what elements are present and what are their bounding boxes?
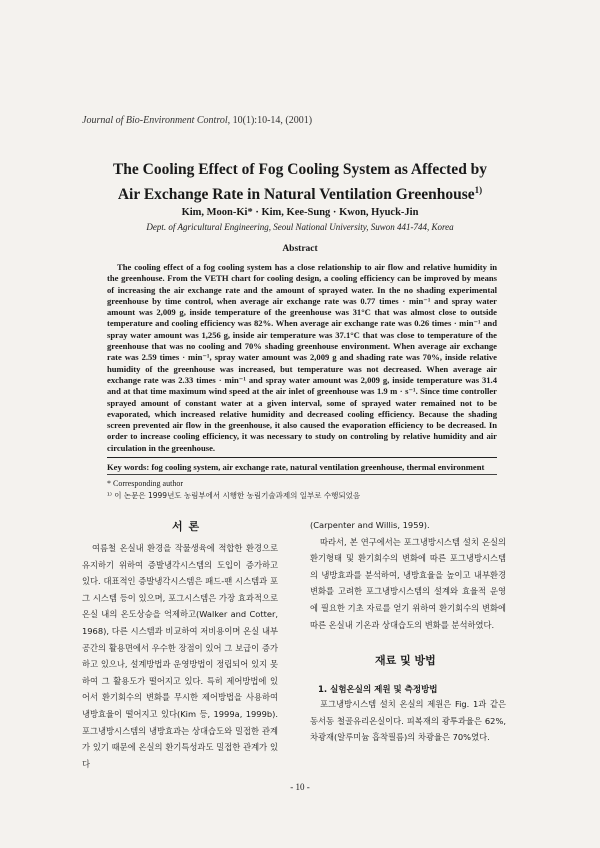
journal-citation	[82, 115, 312, 126]
left-column	[82, 540, 278, 772]
title-line-2: Air Exchange Rate in Natural Ventilation Greenhouse	[117, 186, 475, 204]
abstract-body: The cooling effect of a fog cooling system has a close relationship to air flow and relative humidity in the greenhouse. From the VETH chart for cooling design, a cooling efficiency can be improved by means of increasing the air exchange rate and the amount of sprayed water. In the no shading experimental greenhouse by time control, when average air exchange rate was 0.77 times · min⁻¹ and spray water amount was 2,009 g, inside temperature of the greenhouse was 31°C that was almost close to outside temperature and cooling efficiency was 82%. When average air exchange rate was 0.26 times · min⁻¹ and spray water amount was 1,256 g, inside air temperature was 37.1°C that was close to temperature of the greenhouse that was no cooling and 70% shading greenhouse environment. When average air exchange rate was 2.59 times · min⁻¹, spray water amount was 2,009 g and shading rate was 70%, inside relative humidity of the greenhouse was increased, but temperature was not decreased. When average air exchange rate was 2.33 times · min⁻¹ and spray water amount was 2,009 g, inside temperature was 31.4 and at that time maximum wind speed at the air inlet of greenhouse was 1.9 m · s⁻¹. Since time controller sprayed amount of constant water at a given interval, some of sprayed water remained not to be evaporated, which increased relative humidity and decreased cooling efficiency. Because the shading screen prevented air flow in the greenhouse, it also caused the evaporation efficiency to be decreased. In order to increase cooling efficiency, it was necessary to study on controling by relative humidity and air circulation in the greenhouse.	[107, 262, 497, 453]
keywords: Key words: fog cooling system, air exchange rate, natural ventilation greenhouse, thermal environment	[107, 462, 485, 472]
intro-paragraph: 여름철 온실내 환경을 작물생육에 적합한 환경으로 유지하기 위하여 증발냉각시스템의 도입이 증가하고 있다. 대표적인 증발냉각시스템은 패드-팬 시스템과 포그 시스템 등이 있으며, 포그시스템은 가장 효과적으로 온실 내의 온도상승을 억제하고(Walker and Cotter, 1968), 다른 시스템과 비교하여 저비용이며 온실 내부 공간의 활용면에서 우수한 장점이 있어 그 보급이 증가하고 있으나, 설계방법과 운영방법이 정립되어 있지 못하여 그 활용도가 떨어지고 있다. 특히 제어방법에 있어서 환기회수의 변화를 무시한 제어방법을 사용하여 냉방효율이 떨어지고 있다(Kim 등, 1999a, 1999b). 포그냉방시스템의 냉방효과는 상대습도와 밀접한 관계가 있기 때문에 온실의 환기특성과도 밀접한 관계가 있다	[82, 543, 278, 769]
methods-paragraph: 포그냉방시스템 설치 온실의 제원은 Fig. 1과 같은 동서동 철골유리온실이다. 피복재의 광투과율은 62%, 차광재(알루미늄 흡착필름)의 차광율은 70%였다.	[310, 699, 506, 743]
divider	[107, 457, 497, 458]
section-heading-intro: 서 론	[172, 520, 201, 533]
abstract-heading: Abstract	[282, 244, 318, 254]
authors: Kim, Moon-Ki* · Kim, Kee-Sung · Kwon, Hyuck-Jin	[181, 207, 419, 218]
paper-title	[60, 160, 540, 205]
section-heading-methods: 재료 및 방법	[375, 654, 436, 667]
objective-paragraph: 따라서, 본 연구에서는 포그냉방시스템 설치 온실의 환기형태 및 환기회수의 변화에 따른 포그냉방시스템의 냉방효과를 분석하여, 냉방효율을 높이고 내부환경 변화를 고려한 포그냉방시스템의 설계와 효율적 운영에 필요한 기초 자료를 얻기 위하여 환기회수의 변화에 따른 온실내 기온과 상대습도의 변화를 분석하였다.	[310, 536, 506, 630]
funding-note: ¹⁾ 이 논문은 1999년도 농림부에서 시행한 농림기술과제의 일부로 수행되었음	[107, 491, 361, 500]
journal-issue: 10(1):10-14, (2001)	[232, 115, 313, 126]
corresponding-note: * Corresponding author	[107, 479, 183, 488]
divider	[107, 474, 497, 475]
title-footnote-mark: 1)	[474, 185, 483, 195]
affiliation: Dept. of Agricultural Engineering, Seoul National University, Suwon 441-744, Korea	[146, 222, 454, 232]
title-line-1: The Cooling Effect of Fog Cooling System as Affected by	[112, 161, 488, 178]
citation-continuation: (Carpenter and Willis, 1959).	[310, 520, 430, 530]
right-column-bottom	[310, 696, 506, 746]
subsection-heading: 1. 실험온실의 제원 및 측정방법	[318, 685, 438, 695]
journal-name: Journal of Bio-Environment Control,	[82, 115, 231, 126]
right-column-top	[310, 517, 506, 633]
page-number: - 10 -	[290, 782, 310, 792]
